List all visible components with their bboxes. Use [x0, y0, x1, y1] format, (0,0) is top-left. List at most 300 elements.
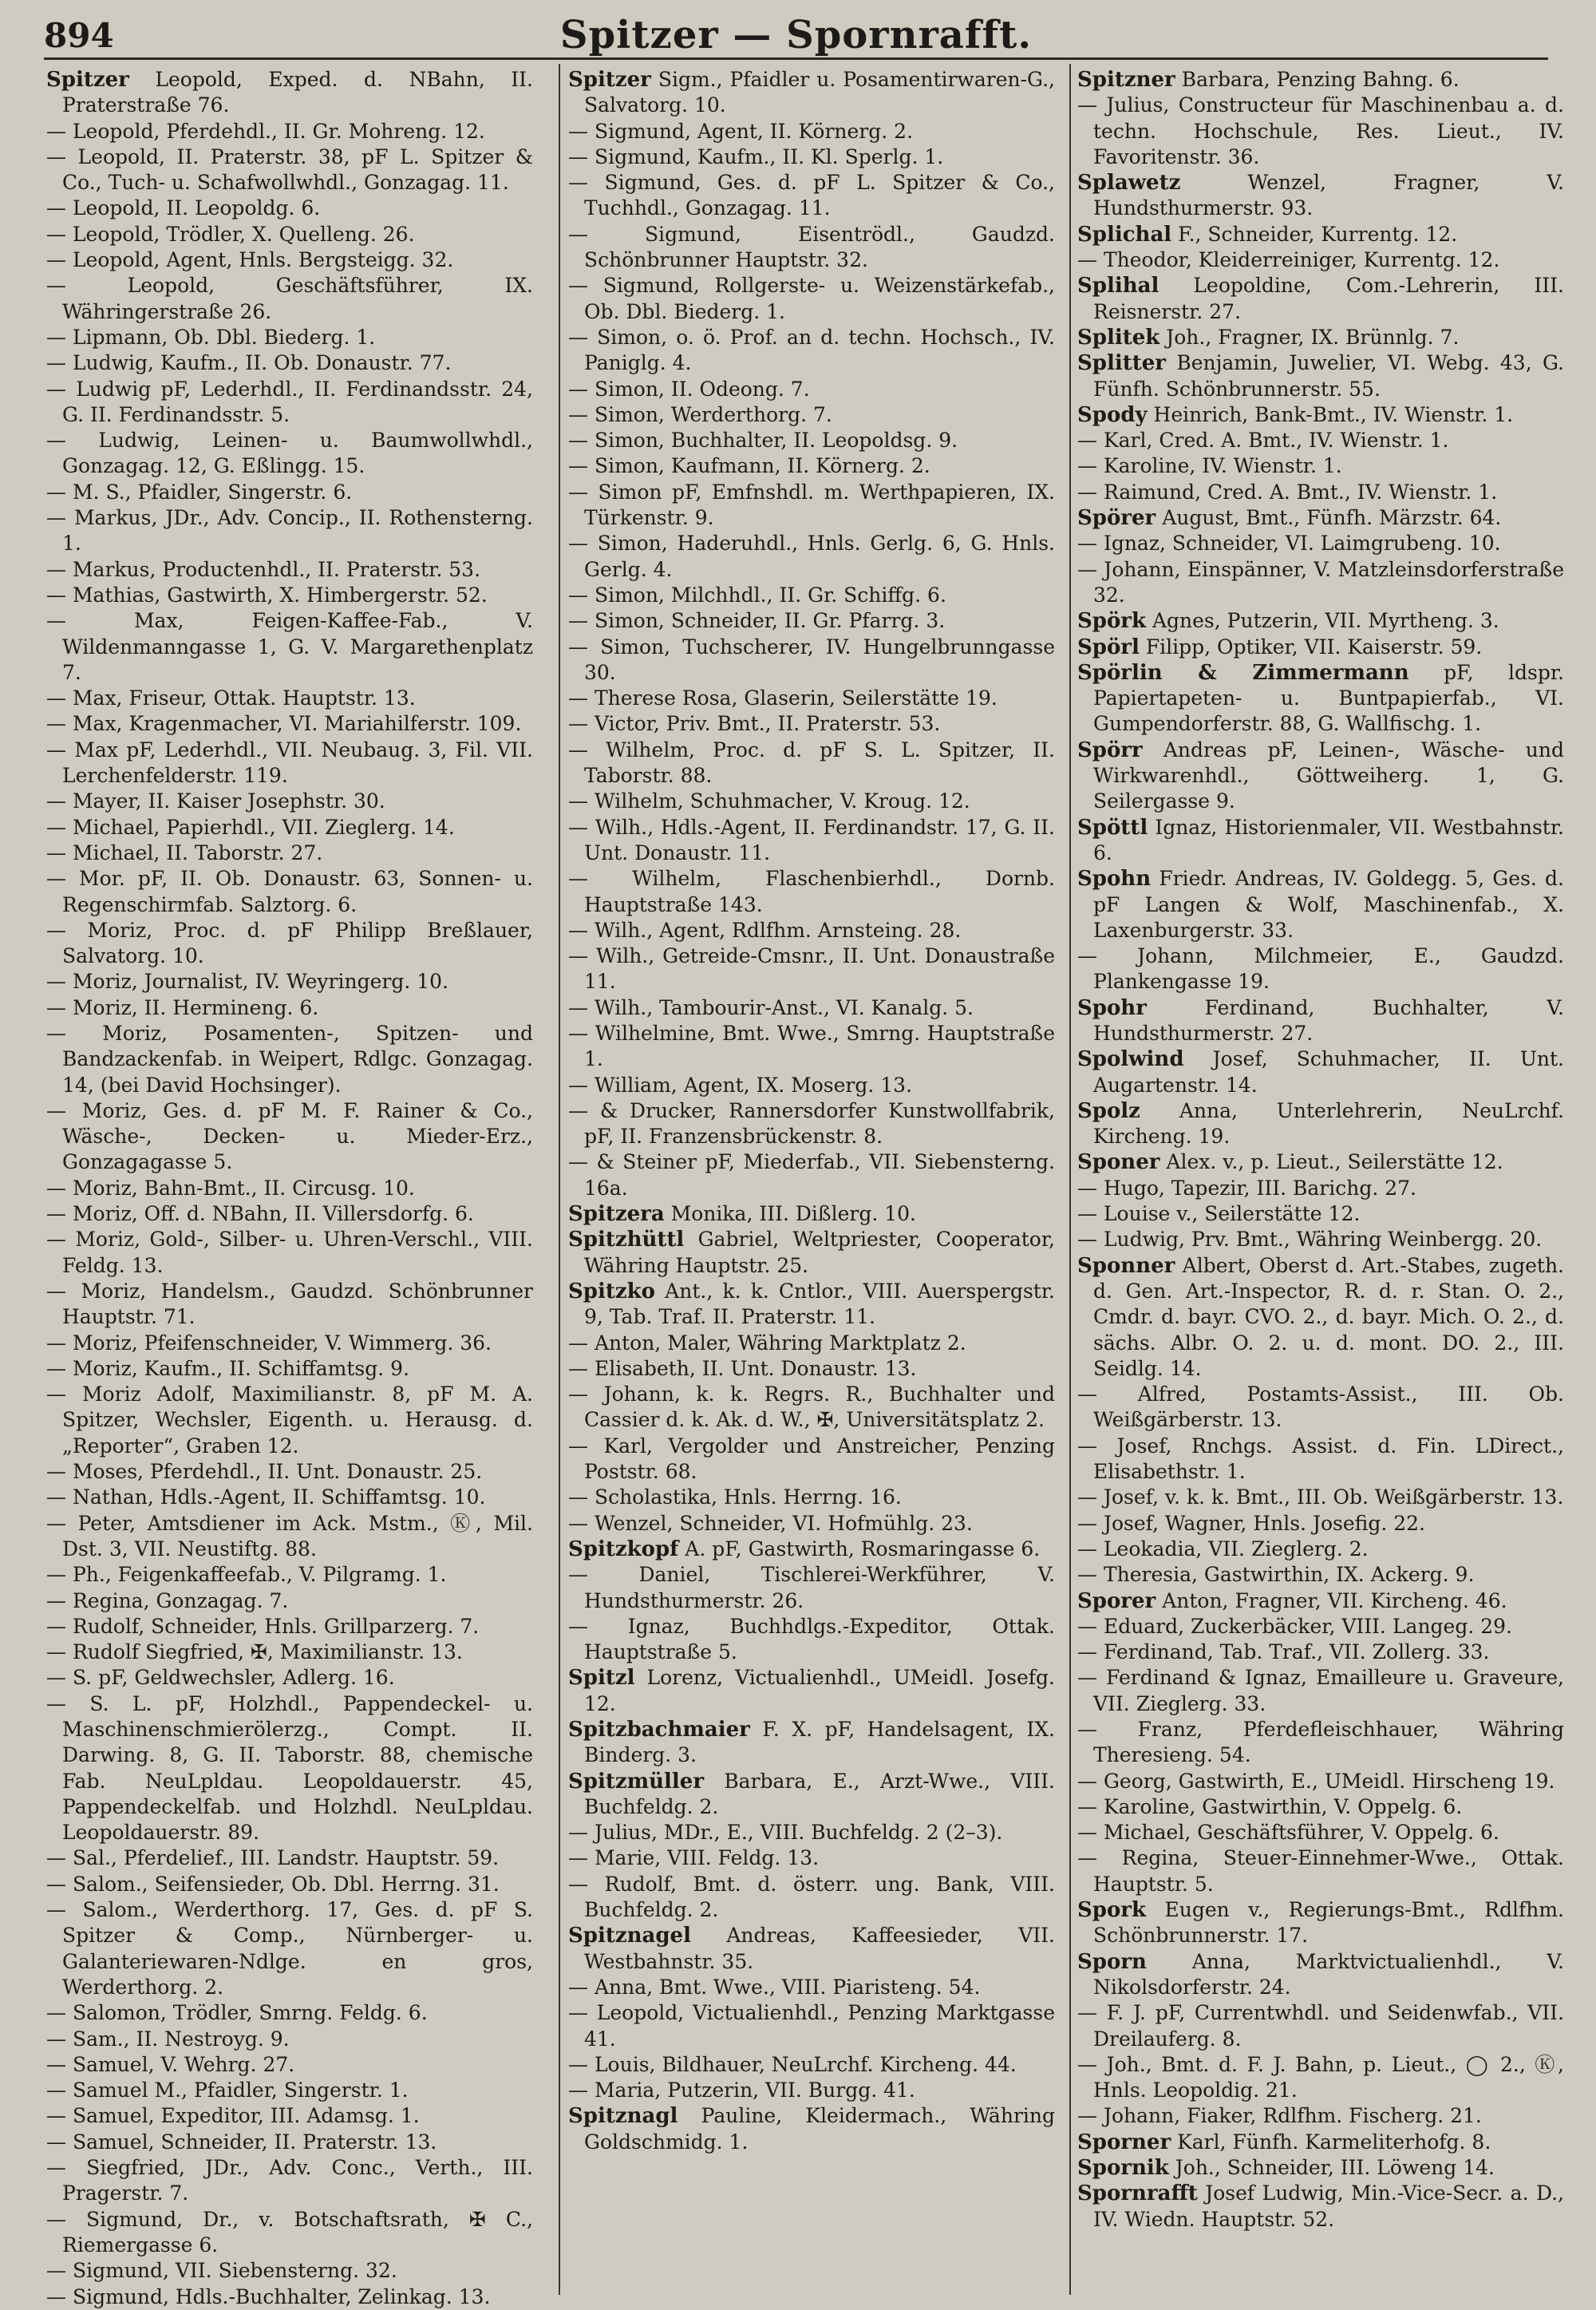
entry-text: — Max, Friseur, Ottak. Hauptstr. 13. [46, 686, 416, 710]
directory-entry [46, 1691, 533, 1846]
entry-text: Eugen v., Regierungs-Bmt., Rdlfhm. Schönbrunnerstr. 17. [1093, 1898, 1564, 1948]
entry-text: — Simon pF, Emfnshdl. m. Werthpapieren, IX. Türkenstr. 9. [568, 480, 1055, 530]
entry-text: Pauline, Kleidermach., Währing Goldschmidg. 1. [584, 2104, 1055, 2154]
directory-entry [1077, 247, 1564, 273]
directory-entry [46, 377, 533, 429]
surname-heading: Spörr [1077, 738, 1143, 762]
directory-entry [46, 686, 533, 711]
directory-entry [46, 428, 533, 480]
directory-entry [1077, 943, 1564, 995]
directory-entry [46, 222, 533, 247]
entry-text: — M. S., Pfaidler, Singerstr. 6. [46, 480, 353, 504]
surname-heading: Spitzer [46, 68, 129, 92]
entry-text: — Moriz, II. Hermineng. 6. [46, 995, 319, 1019]
entry-text: — Max, Kragenmacher, VI. Mariahilferstr. 109. [46, 712, 522, 736]
entry-text: — Moriz, Proc. d. pF Philipp Breßlauer, Salvatorg. 10. [46, 918, 533, 968]
entry-text: — Victor, Priv. Bmt., II. Praterstr. 53. [568, 712, 941, 736]
entry-text: — Sigmund, Kaufm., II. Kl. Sperlg. 1. [568, 144, 944, 168]
entry-text: Anna, Unterlehrerin, NeuLrchf. Kircheng. 19. [1093, 1098, 1564, 1149]
entry-text: — Max pF, Lederhdl., VII. Neubaug. 3, Fil. VII. Lerchenfelderstr. 119. [46, 738, 533, 788]
surname-heading: Splichal [1077, 222, 1172, 247]
entry-text: — Josef, Rnchgs. Assist. d. Fin. LDirect., Elisabethstr. 1. [1077, 1434, 1564, 1484]
directory-entry [568, 1485, 1055, 1510]
entry-text: — Markus, Productenhdl., II. Praterstr. 53. [46, 557, 481, 581]
entry-text: — Ph., Feigenkaffeefab., V. Pilgramg. 1. [46, 1563, 447, 1587]
surname-heading: Spöttl [1077, 815, 1148, 840]
entry-text: Lorenz, Victualienhdl., UMeidl. Josefg. 12. [584, 1666, 1055, 1715]
surname-heading: Spörer [1077, 506, 1156, 531]
entry-text: — Johann, Milchmeier, E., Gaudzd. Plankengasse 19. [1077, 944, 1564, 994]
directory-entry [568, 1382, 1055, 1434]
entry-text: — Moriz, Posamenten-, Spitzen- und Bandzackenfab. in Weipert, Rdlgc. Gonzagag. 14, (bei David Hochsinger). [46, 1021, 533, 1097]
entry-text: — Regina, Steuer-Einnehmer-Wwe., Ottak. Hauptstr. 5. [1077, 1846, 1564, 1896]
entry-text: F., Schneider, Kurrentg. 12. [1178, 222, 1458, 246]
directory-entry [46, 1021, 533, 1098]
directory-entry [568, 1562, 1055, 1614]
entry-text: Joh., Fragner, IX. Brünnlg. 7. [1166, 325, 1460, 349]
entry-text: — Wilh., Tambourir-Anst., VI. Kanalg. 5. [568, 995, 974, 1019]
entry-text: — Leopold, Trödler, X. Quelleng. 26. [46, 222, 415, 246]
entry-text: — Salom., Werderthorg. 17, Ges. d. pF S. Spitzer & Comp., Nürnberger- u. Galanteriewaren-Ndlge. en gros, Werderthorg. 2. [46, 1898, 533, 1999]
entry-text: — Simon, Buchhalter, II. Leopoldsg. 9. [568, 429, 958, 453]
directory-entry [1077, 170, 1564, 222]
entry-text: — Simon, Kaufmann, II. Körnerg. 2. [568, 454, 930, 478]
directory-entry [46, 1382, 533, 1459]
entry-text: — Moriz Adolf, Maximilianstr. 8, pF M. A. Spitzer, Wechsler, Eigenth. u. Herausg. d. „Reporter“, Graben 12. [46, 1382, 533, 1458]
entry-text: Wenzel, Fragner, V. Hundsthurmerstr. 93. [1093, 171, 1564, 220]
directory-entry [1077, 453, 1564, 479]
entry-text: — Josef, v. k. k. Bmt., III. Ob. Weißgärberstr. 13. [1077, 1485, 1564, 1509]
directory-entry [1077, 325, 1564, 350]
entry-text: Karl, Fünfh. Karmeliterhofg. 8. [1177, 2130, 1491, 2154]
directory-entry [568, 453, 1055, 479]
directory-entry [1077, 1382, 1564, 1434]
entry-text: — Moriz, Pfeifenschneider, V. Wimmerg. 36. [46, 1331, 492, 1355]
entry-text: Barbara, E., Arzt-Wwe., VIII. Buchfeldg. 2. [584, 1769, 1055, 1818]
entry-text: — Markus, JDr., Adv. Concip., II. Rothensterng. 1. [46, 506, 533, 556]
directory-entry [1077, 815, 1564, 867]
entry-text: — Karl, Vergolder und Anstreicher, Penzing Poststr. 68. [568, 1434, 1055, 1484]
directory-entry [1077, 635, 1564, 660]
entry-text: — Simon, II. Odeong. 7. [568, 377, 810, 401]
entry-text: — Leopold, Pferdehdl., II. Gr. Mohreng. 12. [46, 119, 485, 143]
entry-text: Joh., Schneider, III. Löweng 14. [1175, 2156, 1495, 2180]
entry-text: Sigm., Pfaidler u. Posamentirwaren-G., Salvatorg. 10. [584, 68, 1056, 117]
entry-text: — Moriz, Kaufm., II. Schiffamtsg. 9. [46, 1356, 409, 1380]
directory-entry [568, 144, 1055, 170]
surname-heading: Spody [1077, 402, 1148, 427]
directory-entry [1077, 1253, 1564, 1382]
directory-entry [1077, 428, 1564, 453]
entry-text: — Sigmund, VII. Siebensterng. 32. [46, 2259, 397, 2283]
directory-entry [1077, 1149, 1564, 1175]
surname-heading: Spörl [1077, 635, 1140, 659]
entry-text: August, Bmt., Fünfh. Märzstr. 64. [1162, 506, 1502, 530]
directory-entry [46, 2130, 533, 2155]
directory-entry [568, 273, 1055, 325]
column-rule [559, 64, 560, 2295]
entry-text: Agnes, Putzerin, VII. Myrtheng. 3. [1152, 609, 1499, 633]
entry-text: — Louis, Bildhauer, NeuLrchf. Kircheng. 44. [568, 2052, 1017, 2076]
directory-entry [46, 995, 533, 1021]
surname-heading: Spitzhüttl [568, 1228, 685, 1252]
directory-entry [1077, 67, 1564, 93]
entry-text: — Leopold, II. Praterstr. 38, pF L. Spitzer & Co., Tuch- u. Schafwollwhdl., Gonzagag. 11. [46, 144, 533, 195]
directory-entry [568, 2078, 1055, 2103]
entry-text: — Simon, Werderthorg. 7. [568, 402, 832, 426]
directory-entry [568, 1279, 1055, 1331]
entry-text: — Wilhelmine, Bmt. Wwe., Smrng. Hauptstraße 1. [568, 1021, 1055, 1071]
entry-text: — Wenzel, Schneider, VI. Hofmühlg. 23. [568, 1511, 973, 1535]
directory-entry [568, 428, 1055, 453]
directory-entry [568, 2052, 1055, 2078]
entry-text: — Moriz, Gold-, Silber- u. Uhren-Verschl., VIII. Feldg. 13. [46, 1228, 533, 1277]
directory-entry [46, 918, 533, 970]
entry-text: — Josef, Wagner, Hnls. Josefig. 22. [1077, 1511, 1425, 1535]
entry-text: Andreas pF, Leinen-, Wäsche- und Wirkwarenhdl., Göttweiherg. 1, G. Seilergasse 9. [1093, 738, 1565, 813]
entry-text: — Simon, Schneider, II. Gr. Pfarrg. 3. [568, 609, 946, 633]
directory-entry [46, 1279, 533, 1331]
directory-entry [568, 377, 1055, 402]
surname-heading: Spitzl [568, 1666, 635, 1691]
surname-heading: Sponer [1077, 1150, 1160, 1175]
directory-entry [1077, 2130, 1564, 2155]
directory-entry [1077, 531, 1564, 556]
directory-entry [568, 1975, 1055, 2000]
directory-entry [46, 1665, 533, 1691]
entry-text: — Simon, Haderuhdl., Hnls. Gerlg. 6, G. Hnls. Gerlg. 4. [568, 532, 1055, 581]
directory-entry [1077, 1098, 1564, 1150]
entry-text: — Leopold, Geschäftsführer, IX. Währingerstraße 26. [46, 274, 533, 323]
running-title: Spitzer — Spornrafft. [559, 13, 1033, 57]
directory-entry [1077, 1769, 1564, 1794]
directory-entry [46, 1588, 533, 1614]
entry-text: — & Drucker, Rannersdorfer Kunstwollfabrik, pF, II. Franzensbrückenstr. 8. [568, 1098, 1055, 1149]
entry-text: — S. L. pF, Holzhdl., Pappendeckel- u. Maschinenschmierölerzg., Compt. II. Darwing. 8, G. II. Taborstr. 88, chemische Fab. NeuLpldau. Leopoldauerstr. 45, Pappendeckelfab. und Holzhdl. NeuLpldau. Leopoldauerstr. 89. [46, 1691, 533, 1845]
directory-entry [1077, 738, 1564, 815]
directory-entry [46, 480, 533, 505]
entry-text: — Leopold, II. Leopoldg. 6. [46, 196, 321, 220]
entry-text: — Ignaz, Schneider, VI. Laimgrubeng. 10. [1077, 532, 1501, 556]
entry-text: Gabriel, Weltpriester, Cooperator, Währing Hauptstr. 25. [584, 1228, 1055, 1277]
entry-text: — & Steiner pF, Miederfab., VII. Siebensterng. 16a. [568, 1150, 1055, 1200]
directory-entry [568, 918, 1055, 943]
directory-entry [46, 1331, 533, 1356]
surname-heading: Spitznagl [568, 2104, 678, 2129]
entry-text: — Moriz, Journalist, IV. Weyringerg. 10. [46, 970, 448, 994]
directory-entry [46, 1872, 533, 1897]
entry-text: — Simon, o. ö. Prof. an d. techn. Hochsch., IV. Paniglg. 4. [568, 325, 1055, 375]
entry-text: — Wilhelm, Flaschenbierhdl., Dornb. Hauptstraße 143. [568, 867, 1055, 916]
surname-heading: Splitter [1077, 351, 1166, 376]
entry-text: — Raimund, Cred. A. Bmt., IV. Wienstr. 1. [1077, 480, 1498, 504]
entry-text: — Moriz, Bahn-Bmt., II. Circusg. 10. [46, 1176, 415, 1200]
entry-text: Leopold, Exped. d. NBahn, II. Praterstraße 76. [62, 68, 533, 117]
directory-entry [568, 1614, 1055, 1666]
entry-text: pF, ldspr. Papiertapeten- u. Buntpapierfab., VI. Gumpendorferstr. 88, G. Wallfischg. 1. [1093, 660, 1564, 736]
entry-text: — Sal., Pferdelief., III. Landstr. Hauptstr. 59. [46, 1846, 500, 1870]
entry-text: — Ignaz, Buchhdlgs.-Expeditor, Ottak. Hauptstraße 5. [568, 1614, 1055, 1664]
directory-entry [46, 1562, 533, 1588]
entry-text: — Julius, Constructeur für Maschinenbau a. d. techn. Hochschule, Res. Lieut., IV. Favoritenstr. 36. [1077, 93, 1564, 168]
directory-entry [46, 67, 533, 119]
entry-text: Andreas, Kaffeesieder, VII. Westbahnstr. 35. [584, 1924, 1056, 1973]
entry-text: — Samuel, Schneider, II. Praterstr. 13. [46, 2130, 437, 2154]
entry-text: — Regina, Gonzagag. 7. [46, 1588, 289, 1612]
entry-text: — Samuel, V. Wehrg. 27. [46, 2052, 295, 2076]
directory-entry [1077, 1665, 1564, 1717]
directory-entry [568, 686, 1055, 711]
entry-text: — Sigmund, Eisentrödl., Gaudzd. Schönbrunner Hauptstr. 32. [568, 222, 1055, 272]
surname-heading: Spitzner [1077, 68, 1175, 92]
entry-text: — Michael, Geschäftsführer, V. Oppelg. 6. [1077, 1821, 1499, 1845]
entry-text: — Simon, Tuchscherer, IV. Hungelbrunngasse 30. [568, 635, 1055, 684]
directory-entry [1077, 1845, 1564, 1897]
directory-entry [46, 1227, 533, 1279]
directory-entry [1077, 402, 1564, 428]
entry-text: Albert, Oberst d. Art.-Stabes, zugeth. d. Gen. Art.-Inspector, R. d. r. Stan. O. 2., Cmdr. d. bayr. CVO. 2., d. bayr. Mich. O. 2., d. sächs. Albr. O. 2. u. d. mont. DO. 2., III. Seidlg. 14. [1093, 1253, 1564, 1380]
entry-text: — Ludwig, Leinen- u. Baumwollwhdl., Gonzagag. 12, G. Eßlingg. 15. [46, 429, 533, 478]
directory-entry [568, 1923, 1055, 1975]
directory-entry [46, 2155, 533, 2207]
directory-entry [568, 1201, 1055, 1227]
directory-entry [568, 1073, 1055, 1098]
directory-entry [1077, 660, 1564, 738]
directory-entry [1077, 1537, 1564, 1562]
directory-entry [46, 1098, 533, 1176]
directory-entry [46, 815, 533, 841]
entry-text: Ant., k. k. Cntlor., VIII. Auerspergstr. 9, Tab. Traf. II. Praterstr. 11. [584, 1279, 1055, 1329]
entry-text: — Leokadia, VII. Zieglerg. 2. [1077, 1537, 1369, 1560]
directory-entry [46, 969, 533, 995]
entry-text: — Eduard, Zuckerbäcker, VIII. Langeg. 29. [1077, 1614, 1513, 1638]
surname-heading: Spolz [1077, 1098, 1140, 1123]
entry-text: — F. J. pF, Currentwhdl. und Seidenwfab., VII. Dreilauferg. 8. [1077, 2001, 1564, 2051]
entry-text: — Moses, Pferdehdl., II. Unt. Donaustr. 25. [46, 1460, 483, 1484]
directory-entry [46, 1640, 533, 1665]
directory-entry [1077, 1046, 1564, 1098]
directory-entry [46, 1176, 533, 1201]
directory-entry [46, 2052, 533, 2078]
surname-heading: Spörk [1077, 609, 1147, 634]
entry-text: — Wilhelm, Proc. d. pF S. L. Spitzer, II. Taborstr. 88. [568, 738, 1055, 788]
entry-text: — Mor. pF, II. Ob. Donaustr. 63, Sonnen- u. Regenschirmfab. Salztorg. 6. [46, 867, 533, 916]
entry-text: — William, Agent, IX. Moserg. 13. [568, 1073, 913, 1097]
directory-entry [46, 2027, 533, 2052]
surname-heading: Spitzbachmaier [568, 1718, 750, 1742]
directory-entry [568, 2000, 1055, 2052]
entry-text: — Louise v., Seilerstätte 12. [1077, 1202, 1361, 1226]
directory-entry [568, 635, 1055, 686]
directory-entry [568, 815, 1055, 867]
entry-text: — Sigmund, Agent, II. Körnerg. 2. [568, 119, 914, 143]
surname-heading: Spitznagel [568, 1924, 691, 1948]
surname-heading: Spitzera [568, 1202, 665, 1227]
directory-entry [1077, 1588, 1564, 1614]
entry-text: — Theresia, Gastwirthin, IX. Ackerg. 9. [1077, 1563, 1475, 1587]
entry-text: Josef, Schuhmacher, II. Unt. Augartenstr. 14. [1093, 1047, 1564, 1097]
directory-entry [1077, 608, 1564, 634]
directory-entry [1077, 1794, 1564, 1820]
entry-text: — Ludwig, Prv. Bmt., Währing Weinbergg. 20. [1077, 1228, 1543, 1252]
entry-text: Monika, III. Dißlerg. 10. [670, 1202, 917, 1226]
entry-text: Anna, Marktvictualienhdl., V. Nikolsdorferstr. 24. [1093, 1949, 1564, 1999]
entry-text: — Ludwig pF, Lederhdl., II. Ferdinandsstr. 24, G. II. Ferdinandsstr. 5. [46, 377, 533, 426]
surname-heading: Spitzkopf [568, 1537, 679, 1561]
directory-entry [568, 67, 1055, 119]
directory-entry [46, 583, 533, 608]
directory-entry [1077, 1485, 1564, 1510]
entry-text: — Sigmund, Ges. d. pF L. Spitzer & Co., Tuchhdl., Gonzagag. 11. [568, 171, 1055, 220]
directory-entry [568, 480, 1055, 532]
entry-text: — Sigmund, Dr., v. Botschaftsrath, ✠ C., Riemergasse 6. [46, 2207, 533, 2257]
header-rule [44, 57, 1548, 60]
entry-text: — Alfred, Postamts-Assist., III. Ob. Weißgärberstr. 13. [1077, 1382, 1564, 1432]
entry-text: — Sigmund, Rollgerste- u. Weizenstärkefab., Ob. Dbl. Biederg. 1. [568, 274, 1055, 323]
directory-entry [1077, 1897, 1564, 1949]
column-2 [568, 67, 1055, 2294]
column-rule [1069, 64, 1071, 2295]
directory-entry [46, 505, 533, 557]
directory-entry [46, 144, 533, 196]
surname-heading: Spork [1077, 1898, 1147, 1923]
entry-text: — Siegfried, JDr., Adv. Conc., Verth., III. Pragerstr. 7. [46, 2156, 533, 2205]
directory-entry [1077, 1227, 1564, 1252]
directory-entry [46, 1485, 533, 1510]
entry-text: — Sam., II. Nestroyg. 9. [46, 2027, 290, 2051]
entry-text: — Moriz, Ges. d. pF M. F. Rainer & Co., Wäsche-, Decken- u. Mieder-Erz., Gonzagagasse 5. [46, 1098, 533, 1174]
directory-entry [1077, 505, 1564, 531]
directory-entry [46, 2258, 533, 2284]
directory-entry [46, 350, 533, 376]
entry-text: — Mathias, Gastwirth, X. Himbergerstr. 52. [46, 583, 488, 607]
directory-entry [46, 711, 533, 737]
directory-entry [568, 1434, 1055, 1485]
surname-heading: Spolwind [1077, 1047, 1184, 1072]
surname-heading: Sporn [1077, 1949, 1147, 1974]
directory-entry [568, 1098, 1055, 1150]
directory-entry [1077, 2155, 1564, 2181]
directory-entry [568, 1149, 1055, 1201]
entry-text: Ferdinand, Buchhalter, V. Hundsthurmerstr. 27. [1093, 995, 1564, 1045]
directory-entry [1077, 1201, 1564, 1227]
entry-text: — Moriz, Handelsm., Gaudzd. Schönbrunner Hauptstr. 71. [46, 1279, 533, 1329]
directory-entry [568, 711, 1055, 737]
surname-heading: Spornik [1077, 2156, 1169, 2181]
column-1 [46, 67, 533, 2308]
directory-entry [1077, 995, 1564, 1047]
directory-entry [568, 1511, 1055, 1537]
directory-entry [1077, 866, 1564, 943]
surname-heading: Sponner [1077, 1253, 1175, 1278]
column-3 [1077, 67, 1564, 2294]
entry-text: Anton, Fragner, VII. Kircheng. 46. [1162, 1588, 1507, 1612]
directory-entry [46, 1459, 533, 1485]
entry-text: — Peter, Amtsdiener im Ack. Mstm., Ⓚ, Mil. Dst. 3, VII. Neustiftg. 88. [46, 1511, 533, 1560]
directory-entry [568, 119, 1055, 144]
directory-entry [1077, 2052, 1564, 2104]
directory-entry [568, 1845, 1055, 1871]
directory-entry [46, 1897, 533, 2000]
surname-heading: Spohr [1077, 995, 1147, 1020]
entry-text: — Wilh., Hdls.-Agent, II. Ferdinandstr. 17, G. II. Unt. Donaustr. 11. [568, 815, 1055, 864]
entry-text: — Karoline, IV. Wienstr. 1. [1077, 454, 1342, 478]
entry-text: — Wilh., Agent, Rdlfhm. Arnsteing. 28. [568, 918, 962, 942]
directory-entry [1077, 1434, 1564, 1485]
directory-entry [1077, 222, 1564, 247]
directory-entry [46, 325, 533, 350]
directory-entry [568, 170, 1055, 222]
surname-heading: Spörlin & Zimmermann [1077, 660, 1409, 685]
directory-entry [1077, 2103, 1564, 2129]
entry-text: Benjamin, Juwelier, VI. Webg. 43, G. Fünfh. Schönbrunnerstr. 55. [1093, 351, 1564, 401]
page-number: 894 [44, 16, 114, 55]
directory-entry [568, 1356, 1055, 1382]
directory-entry [568, 1537, 1055, 1562]
directory-entry [568, 1331, 1055, 1356]
directory-entry [46, 196, 533, 221]
directory-entry [46, 119, 533, 144]
directory-entry [46, 1356, 533, 1382]
directory-entry [568, 1769, 1055, 1821]
entry-text: Leopoldine, Com.-Lehrerin, III. Reisnerstr. 27. [1093, 274, 1564, 323]
entry-text: Friedr. Andreas, IV. Goldegg. 5, Ges. d. pF Langen & Wolf, Maschinenfab., X. Laxenburgerstr. 33. [1093, 867, 1564, 942]
entry-text: — Samuel M., Pfaidler, Singerstr. 1. [46, 2079, 409, 2102]
entry-text: — Anton, Maler, Währing Marktplatz 2. [568, 1331, 966, 1355]
directory-entry [46, 2078, 533, 2103]
directory-entry [568, 1021, 1055, 1073]
entry-text: — Wilh., Getreide-Cmsnr., II. Unt. Donaustraße 11. [568, 944, 1055, 994]
directory-entry [1077, 1511, 1564, 1537]
surname-heading: Spitzer [568, 68, 651, 92]
directory-entry [568, 1717, 1055, 1769]
directory-entry [1077, 2181, 1564, 2233]
directory-entry [1077, 2000, 1564, 2052]
directory-entry [46, 2284, 533, 2310]
entry-text: — Daniel, Tischlerei-Werkführer, V. Hundsthurmerstr. 26. [568, 1563, 1055, 1612]
directory-entry [1077, 273, 1564, 325]
directory-entry [1077, 350, 1564, 402]
entry-text: — Rudolf Siegfried, ✠, Maximilianstr. 13. [46, 1640, 463, 1664]
entry-text: Barbara, Penzing Bahng. 6. [1181, 68, 1460, 91]
directory-entry [46, 247, 533, 273]
entry-text: — Max, Feigen-Kaffee-Fab., V. Wildenmanngasse 1, G. V. Margarethenplatz 7. [46, 609, 533, 684]
directory-entry [568, 402, 1055, 428]
entry-text: — Hugo, Tapezir, III. Barichg. 27. [1077, 1176, 1416, 1200]
directory-entry [46, 2000, 533, 2026]
entry-text: F. X. pF, Handelsagent, IX. Binderg. 3. [584, 1718, 1056, 1767]
directory-entry [46, 738, 533, 789]
directory-entry [568, 995, 1055, 1021]
directory-entry [568, 1872, 1055, 1924]
entry-text: — Sigmund, Hdls.-Buchhalter, Zelinkag. 13. [46, 2284, 491, 2308]
entry-text: — Wilhelm, Schuhmacher, V. Kroug. 12. [568, 789, 970, 813]
entry-text: — Salom., Seifensieder, Ob. Dbl. Herrng. 31. [46, 1872, 500, 1896]
entry-text: — Karl, Cred. A. Bmt., IV. Wienstr. 1. [1077, 429, 1449, 453]
surname-heading: Splawetz [1077, 171, 1181, 196]
entry-text: — Ferdinand & Ignaz, Emailleure u. Graveure, VII. Zieglerg. 33. [1077, 1666, 1564, 1715]
directory-entry [46, 1845, 533, 1871]
directory-entry [568, 222, 1055, 274]
surname-heading: Spornrafft [1077, 2181, 1198, 2206]
entry-text: — Rudolf, Schneider, Hnls. Grillparzerg. 7. [46, 1614, 480, 1638]
entry-text: — Rudolf, Bmt. d. österr. ung. Bank, VIII. Buchfeldg. 2. [568, 1872, 1055, 1922]
directory-entry [568, 943, 1055, 995]
directory-entry [46, 1614, 533, 1640]
directory-entry [1077, 1176, 1564, 1201]
surname-heading: Splitek [1077, 325, 1160, 350]
surname-heading: Spohn [1077, 867, 1152, 892]
